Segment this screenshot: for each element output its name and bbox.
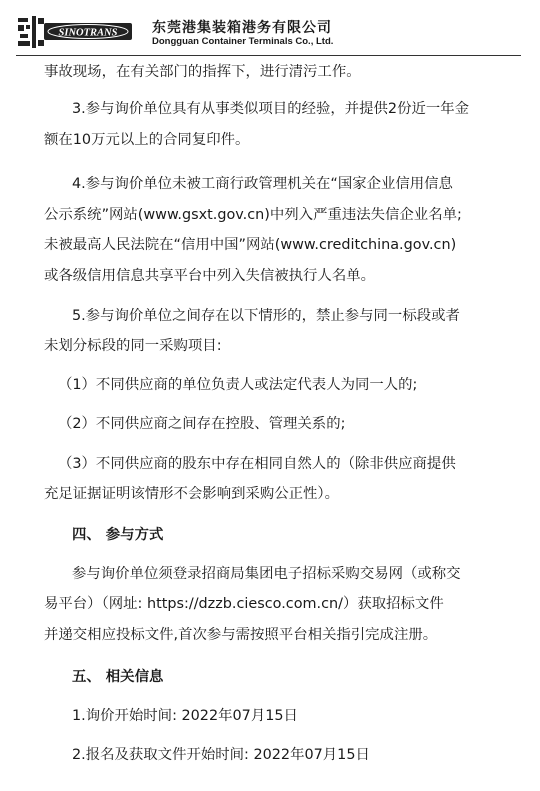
- body-line: 易平台）（网址: https://dzzb.ciesco.com.cn/）获取招标文件: [44, 596, 444, 612]
- body-line: 3.参与询价单位具有从事类似项目的经验，并提供2份近一年金: [72, 101, 470, 117]
- body-line: 充足证据证明该情形不会影响到采购公正性）。: [44, 486, 340, 502]
- section-heading-5: 五、 相关信息: [72, 669, 164, 685]
- body-line: 4.参与询价单位未被工商行政管理机关在“国家企业信用信息: [72, 176, 453, 192]
- body-line: （2）不同供应商之间存在控股、管理关系的;: [58, 416, 346, 432]
- body-line: 未划分标段的同一采购项目:: [44, 338, 222, 354]
- body-line: 公示系统”网站(www.gsxt.gov.cn)中列入严重违法失信企业名单;: [44, 207, 462, 223]
- section-heading-4: 四、 参与方式: [72, 527, 164, 543]
- logo-text: SINOTRANS: [58, 27, 118, 39]
- body-line: 并递交相应投标文件,首次参与需按照平台相关指引完成注册。: [44, 627, 438, 643]
- body-line: 2.报名及获取文件开始时间: 2022年07月15日: [72, 747, 370, 763]
- body-line: 额在10万元以上的合同复印件。: [44, 132, 250, 148]
- body-line: 1.询价开始时间: 2022年07月15日: [72, 708, 298, 724]
- body-line: 5.参与询价单位之间存在以下情形的，禁止参与同一标段或者: [72, 308, 460, 324]
- body-line: 未被最高人民法院在“信用中国”网站(www.creditchina.gov.cn): [44, 237, 457, 253]
- header-divider: [16, 55, 521, 56]
- body-line: 事故现场，在有关部门的指挥下，进行清污工作。: [44, 64, 361, 80]
- company-name-cn: 东莞港集装箱港务有限公司: [152, 20, 332, 36]
- body-line: 参与询价单位须登录招商局集团电子招标采购交易网（或称交: [72, 566, 461, 582]
- body-line: 或各级信用信息共享平台中列入失信被执行人名单。: [44, 268, 375, 284]
- company-logo: [16, 14, 134, 50]
- body-line: （3）不同供应商的股东中存在相同自然人的（除非供应商提供: [58, 456, 456, 472]
- letterhead: [0, 0, 540, 58]
- company-name-en: Dongguan Container Terminals Co., Ltd.: [152, 36, 334, 47]
- body-line: （1）不同供应商的单位负责人或法定代表人为同一人的;: [58, 377, 418, 393]
